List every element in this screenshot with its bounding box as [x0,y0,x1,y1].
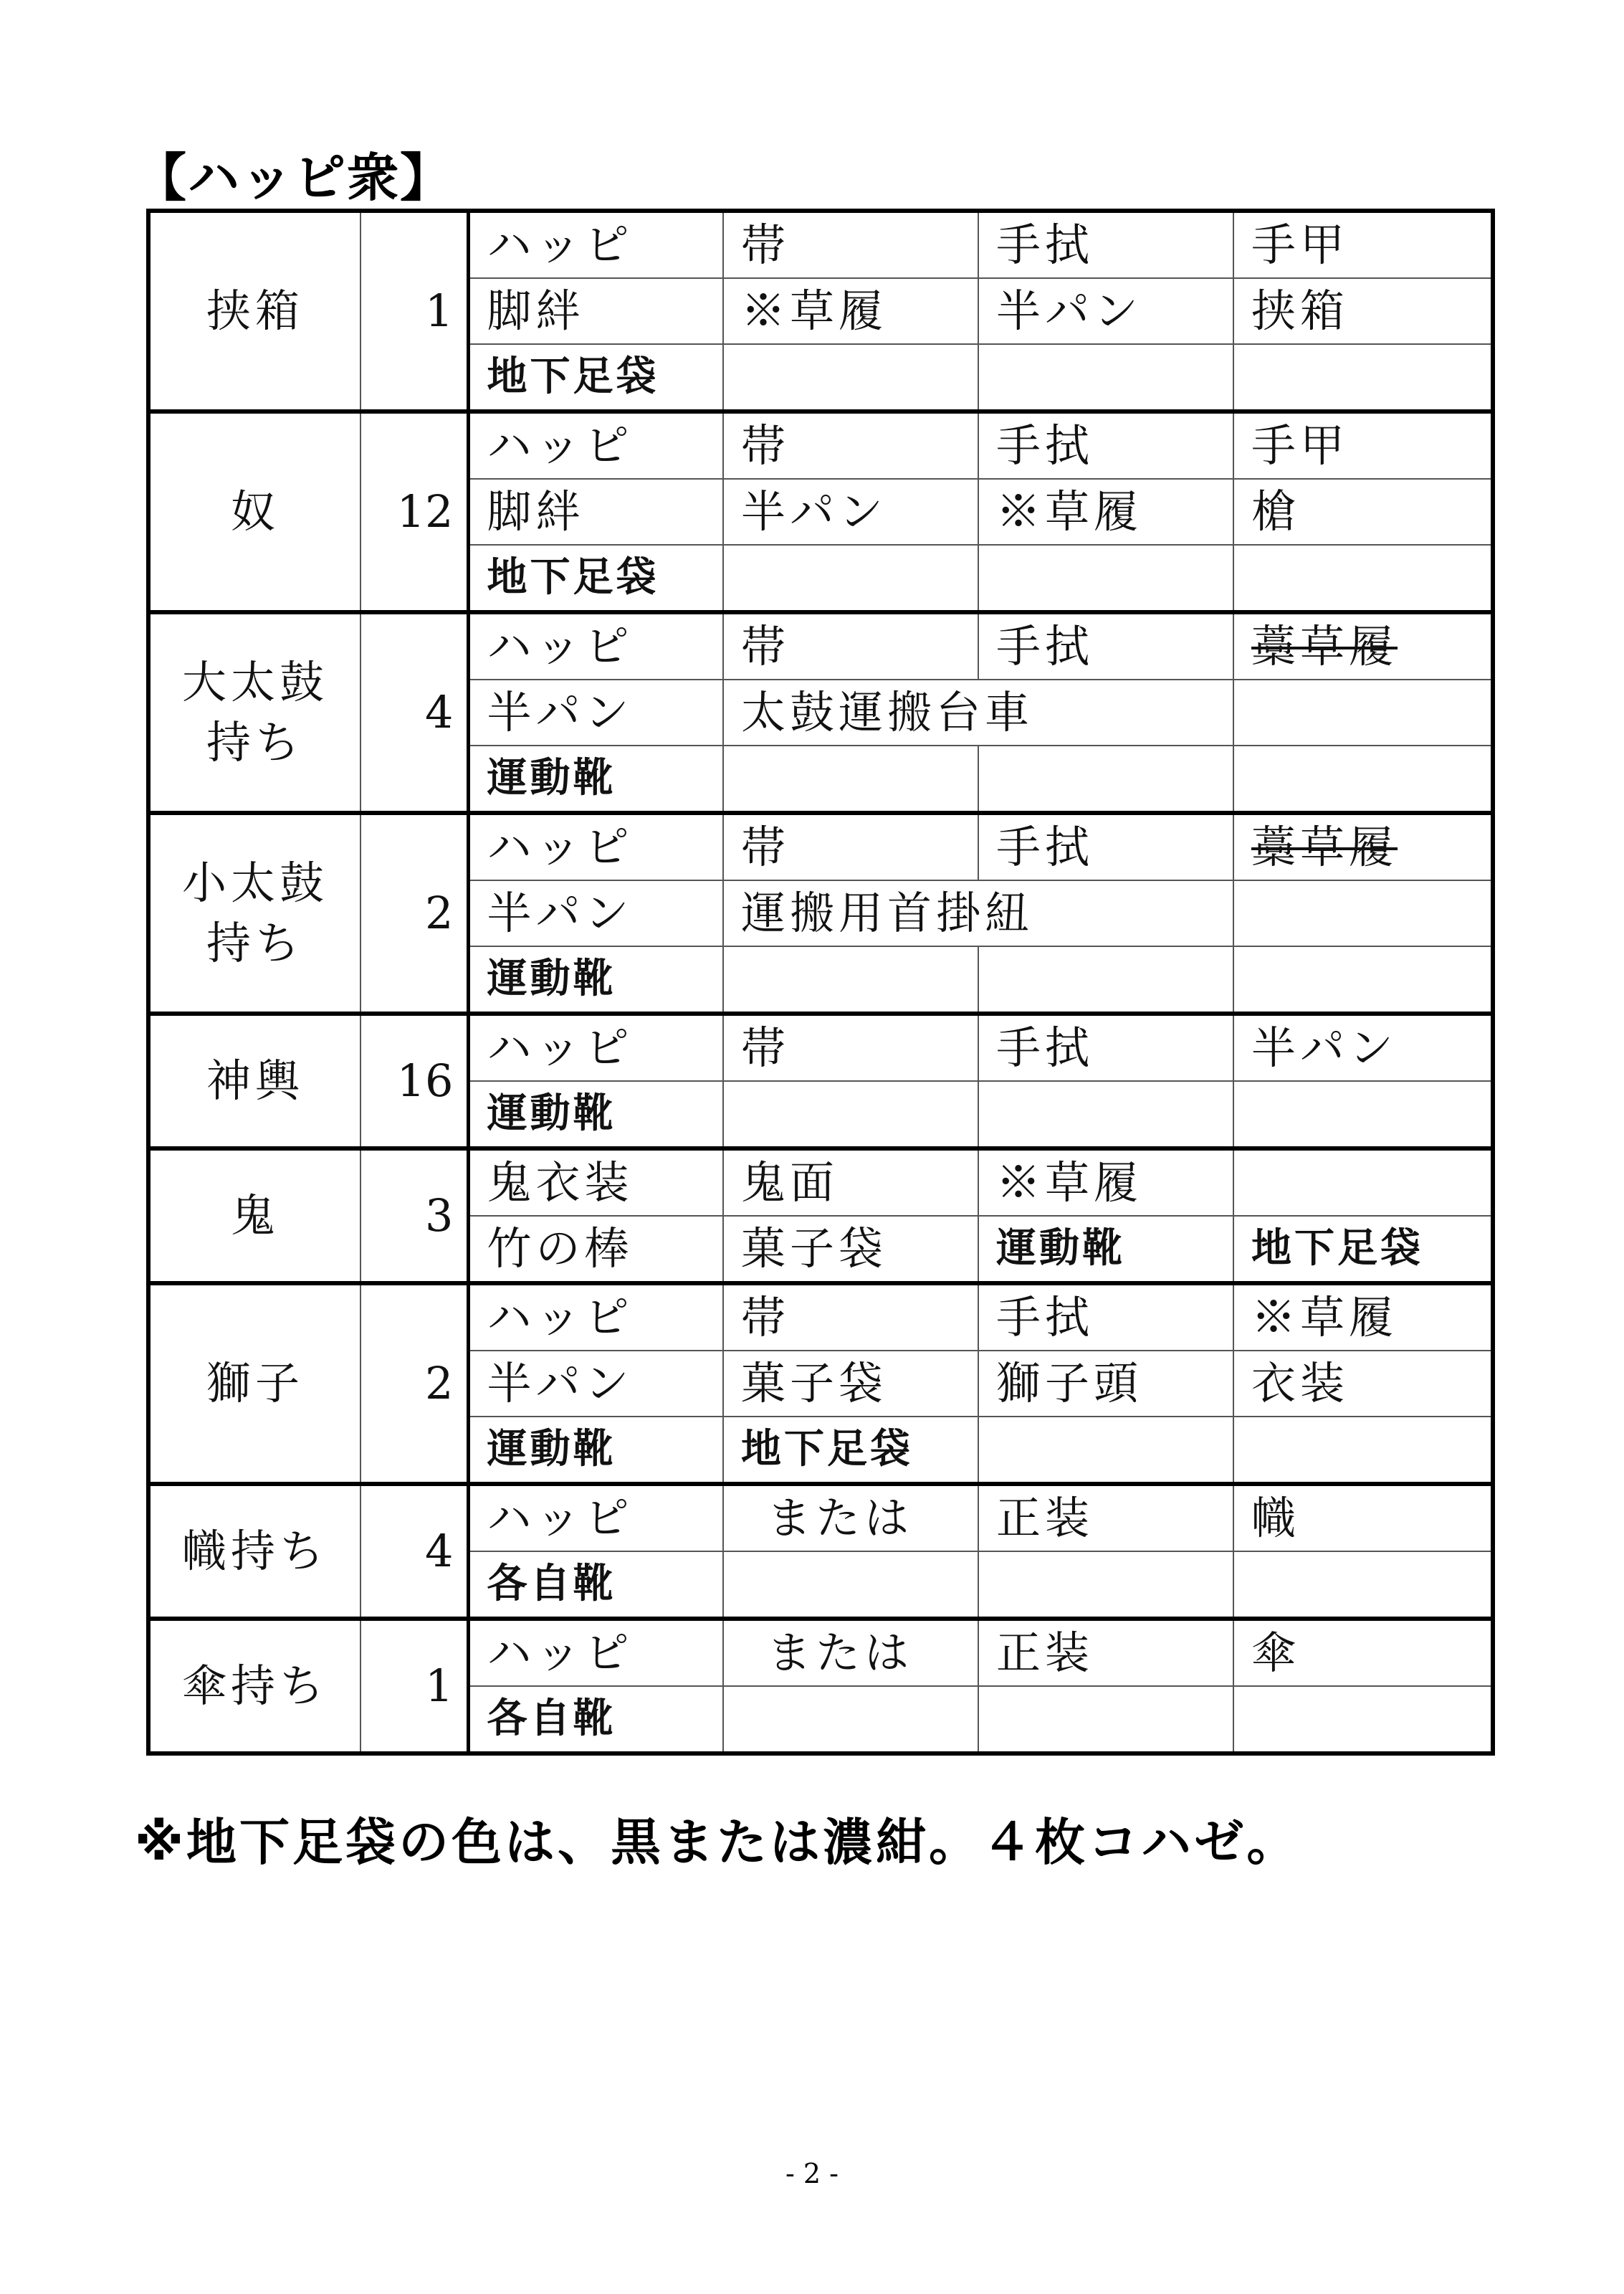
item-cell: ハッピ [468,211,723,278]
item-cell [1233,746,1493,813]
item-cell [978,946,1233,1014]
item-cell: 半パン [978,278,1233,344]
table-row [148,1484,1493,1551]
item-cell [1233,1417,1493,1484]
item-cell [723,1081,978,1148]
item-cell: 帯 [723,411,978,479]
item-cell: 帯 [723,1014,978,1081]
table-row [148,411,1493,479]
struck-item: 藁草履 [1251,821,1398,873]
item-cell: ※草履 [978,1148,1233,1216]
item-cell: ※草履 [1233,1283,1493,1351]
item-cell [1233,1148,1493,1216]
count-cell: 4 [360,612,468,813]
item-cell: 各自靴 [468,1551,723,1619]
count-cell: 3 [360,1148,468,1283]
item-cell [1233,680,1493,746]
item-cell [1233,612,1493,680]
item-cell: 幟 [1233,1484,1493,1551]
item-cell [978,344,1233,411]
item-cell: 菓子袋 [723,1351,978,1417]
item-cell: 竹の棒 [468,1216,723,1283]
struck-item: 藁草履 [1251,620,1398,672]
count-cell: 2 [360,813,468,1014]
item-cell: ハッピ [468,411,723,479]
item-cell: ハッピ [468,612,723,680]
item-cell: 手拭 [978,211,1233,278]
item-cell [978,1417,1233,1484]
table-row [148,1619,1493,1686]
item-cell: 各自靴 [468,1686,723,1753]
item-cell: 帯 [723,813,978,880]
item-cell [1233,880,1493,946]
item-cell: 手拭 [978,612,1233,680]
item-cell: 半パン [468,680,723,746]
item-cell: 手拭 [978,411,1233,479]
footnote: ※地下足袋の色は、黒または濃紺。４枚コハゼ。 [135,1813,1300,1872]
item-cell [1233,1081,1493,1148]
role-cell: 獅子 [148,1283,360,1484]
item-cell [723,946,978,1014]
item-cell: 地下足袋 [468,545,723,612]
item-cell: 運動靴 [978,1216,1233,1283]
item-cell [723,1686,978,1753]
item-cell: 挟箱 [1233,278,1493,344]
count-cell: 1 [360,1619,468,1753]
page-heading: 【ハッピ衆】 [135,148,454,208]
role-cell: 挟箱 [148,211,360,411]
item-cell [1233,813,1493,880]
item-cell [723,545,978,612]
item-cell: 手甲 [1233,411,1493,479]
table-row [148,612,1493,680]
item-cell: 菓子袋 [723,1216,978,1283]
item-cell [978,1081,1233,1148]
costume-table-body [148,211,1493,1753]
count-cell: 12 [360,411,468,612]
item-cell: ※草履 [723,278,978,344]
item-cell: 帯 [723,211,978,278]
role-cell: 神輿 [148,1014,360,1148]
item-cell: ハッピ [468,1619,723,1686]
item-cell: 運搬用首掛紐 [723,880,1233,946]
table-row [148,1283,1493,1351]
role-cell: 大太鼓持ち [148,612,360,813]
item-cell: 帯 [723,612,978,680]
item-cell: 鬼衣装 [468,1148,723,1216]
item-cell [978,1686,1233,1753]
item-cell [1233,946,1493,1014]
item-cell: 脚絆 [468,479,723,545]
item-cell: 地下足袋 [468,344,723,411]
item-cell: 運動靴 [468,946,723,1014]
item-cell: ハッピ [468,813,723,880]
item-cell: ハッピ [468,1014,723,1081]
item-cell: 正装 [978,1484,1233,1551]
table-row [148,1148,1493,1216]
item-cell [723,344,978,411]
item-cell: または [723,1484,978,1551]
item-cell: 脚絆 [468,278,723,344]
item-cell: 傘 [1233,1619,1493,1686]
item-cell [1233,545,1493,612]
item-cell: 地下足袋 [723,1417,978,1484]
item-cell [978,545,1233,612]
page-number: - 2 - [785,2158,839,2189]
item-cell [1233,1686,1493,1753]
item-cell [978,1551,1233,1619]
item-cell: 運動靴 [468,1417,723,1484]
role-cell: 傘持ち [148,1619,360,1753]
table-row [148,211,1493,278]
item-cell: 手拭 [978,1014,1233,1081]
item-cell: 太鼓運搬台車 [723,680,1233,746]
item-cell: ※草履 [978,479,1233,545]
item-cell: 運動靴 [468,1081,723,1148]
role-cell: 幟持ち [148,1484,360,1619]
item-cell: 衣装 [1233,1351,1493,1417]
item-cell: ハッピ [468,1283,723,1351]
item-cell: ハッピ [468,1484,723,1551]
table-row [148,813,1493,880]
item-cell: 地下足袋 [1233,1216,1493,1283]
count-cell: 16 [360,1014,468,1148]
item-cell: または [723,1619,978,1686]
item-cell: 槍 [1233,479,1493,545]
role-cell: 鬼 [148,1148,360,1283]
item-cell: 獅子頭 [978,1351,1233,1417]
costume-table [146,209,1495,1756]
item-cell: 半パン [468,880,723,946]
item-cell: 半パン [1233,1014,1493,1081]
item-cell: 正装 [978,1619,1233,1686]
item-cell: 帯 [723,1283,978,1351]
count-cell: 1 [360,211,468,411]
item-cell: 手甲 [1233,211,1493,278]
item-cell: 手拭 [978,813,1233,880]
item-cell: 手拭 [978,1283,1233,1351]
count-cell: 2 [360,1283,468,1484]
count-cell: 4 [360,1484,468,1619]
item-cell: 運動靴 [468,746,723,813]
item-cell [1233,1551,1493,1619]
item-cell [723,1551,978,1619]
item-cell [723,746,978,813]
item-cell: 半パン [468,1351,723,1417]
item-cell: 半パン [723,479,978,545]
table-row [148,1014,1493,1081]
item-cell [1233,344,1493,411]
role-cell: 小太鼓持ち [148,813,360,1014]
role-cell: 奴 [148,411,360,612]
item-cell: 鬼面 [723,1148,978,1216]
item-cell [978,746,1233,813]
